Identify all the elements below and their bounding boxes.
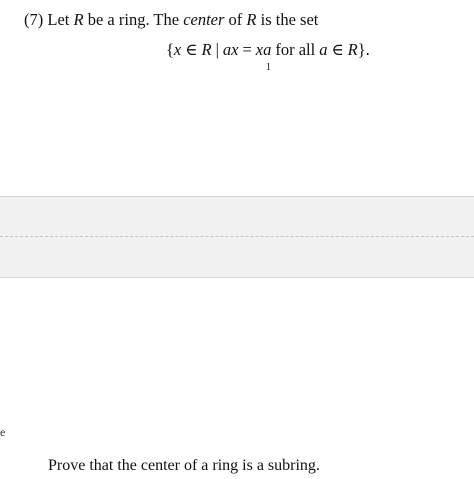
page-break-gap bbox=[0, 196, 474, 278]
bound-variable: a bbox=[319, 40, 328, 59]
problem-text-let: Let bbox=[47, 10, 70, 29]
page-break-dashed-line bbox=[0, 236, 474, 237]
open-brace: { bbox=[166, 40, 174, 59]
set-ring-symbol: R bbox=[201, 40, 212, 59]
problem-text-is-the-set: is the set bbox=[260, 10, 319, 29]
emphasized-center: center bbox=[183, 10, 225, 29]
equals-symbol: = bbox=[242, 40, 252, 59]
center-set-definition bbox=[166, 38, 370, 62]
product-xa: xa bbox=[255, 40, 272, 59]
problem-text-of: of bbox=[228, 10, 243, 29]
margin-mark: e bbox=[0, 425, 6, 439]
problem-statement bbox=[24, 8, 318, 32]
problem-text-be-a-ring: be a ring. The bbox=[87, 10, 180, 29]
for-all-text: for all bbox=[275, 40, 316, 59]
set-variable: x bbox=[173, 40, 182, 59]
set-ring-symbol-2: R bbox=[347, 40, 358, 59]
ring-symbol: R bbox=[73, 10, 84, 29]
set-separator: | bbox=[215, 40, 219, 59]
element-of-symbol: ∈ bbox=[185, 40, 198, 59]
problem-number: (7) bbox=[24, 10, 44, 29]
element-of-symbol-2: ∈ bbox=[331, 40, 344, 59]
close-brace: }. bbox=[357, 40, 370, 59]
question-text: Prove that the center of a ring is a subring. bbox=[48, 457, 320, 474]
page-number: 1 bbox=[266, 62, 271, 73]
ring-symbol-2: R bbox=[246, 10, 257, 29]
product-ax: ax bbox=[222, 40, 239, 59]
